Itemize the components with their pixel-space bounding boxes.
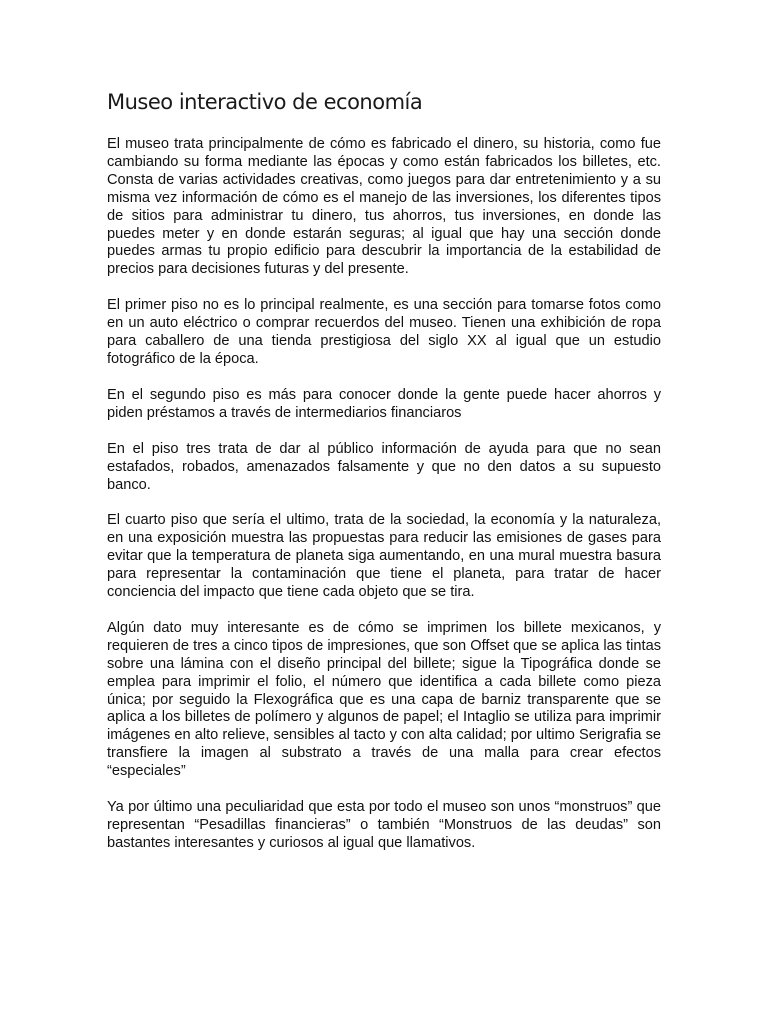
paragraph-museum-overview: El museo trata principalmente de cómo es fabricado el dinero, su historia, como fue cambiando su forma mediante las épocas y como están fabricados los billetes, etc. Consta de varias actividades creativas, como juegos para dar entretenimiento y a su misma vez información de cómo es el manejo de las inversiones, los diferentes tipos de sitios para administrar tu dinero, tus ahorros, tus inversiones, en donde las puedes meter y en donde estarán seguras; al igual que hay una sección donde puedes armas tu propio edificio para descubrir la importancia de la estabilidad de precios para decisiones futuras y del presente. — [107, 136, 661, 278]
paragraph-banknote-printing: Algún dato muy interesante es de cómo se imprimen los billete mexicanos, y requieren de tres a cinco tipos de impresiones, que son Offset que se aplica las tintas sobre una lámina con el diseño principal del billete; sigue la Tipográfica donde se emplea para imprimir el folio, el número que identifica a cada billete como pieza única; por seguido la Flexográfica que es una capa de barniz transparente que se aplica a los billetes de polímero y algunos de papel; el Intaglio se utiliza para imprimir imágenes en alto relieve, sensibles al tacto y con alta calidad; por ultimo Serigrafia se transfiere la imagen al substrato a través de una malla para crear efectos “especiales” — [107, 619, 661, 780]
paragraph-fourth-floor: El cuarto piso que sería el ultimo, trata de la sociedad, la economía y la naturaleza, en una exposición muestra las propuestas para reducir las emisiones de gases para evitar que la temperatura de planeta siga aumentando, en una mural muestra basura para representar la contaminación que tiene el planeta, para tratar de hacer conciencia del impacto que tiene cada objeto que se tira. — [107, 512, 661, 601]
paragraph-monsters: Ya por último una peculiaridad que esta por todo el museo son unos “monstruos” que representan “Pesadillas financieras” o también “Monstruos de las deudas” son bastantes interesantes y curiosos al igual que llamativos. — [107, 799, 661, 851]
paragraph-second-floor: En el segundo piso es más para conocer donde la gente puede hacer ahorros y piden préstamos a través de intermediarios financiaros — [107, 386, 661, 421]
paragraph-first-floor: El primer piso no es lo principal realmente, es una sección para tomarse fotos como en un auto eléctrico o comprar recuerdos del museo. Tienen una exhibición de ropa para caballero de una tienda prestigiosa del siglo XX al igual que un estudio fotográfico de la época. — [107, 297, 661, 367]
paragraph-third-floor: En el piso tres trata de dar al público información de ayuda para que no sean estafados, robados, amenazados falsamente y que no den datos a su supuesto banco. — [107, 440, 661, 493]
document-title: Museo interactivo de economía — [107, 90, 423, 114]
document-page — [107, 88, 661, 871]
